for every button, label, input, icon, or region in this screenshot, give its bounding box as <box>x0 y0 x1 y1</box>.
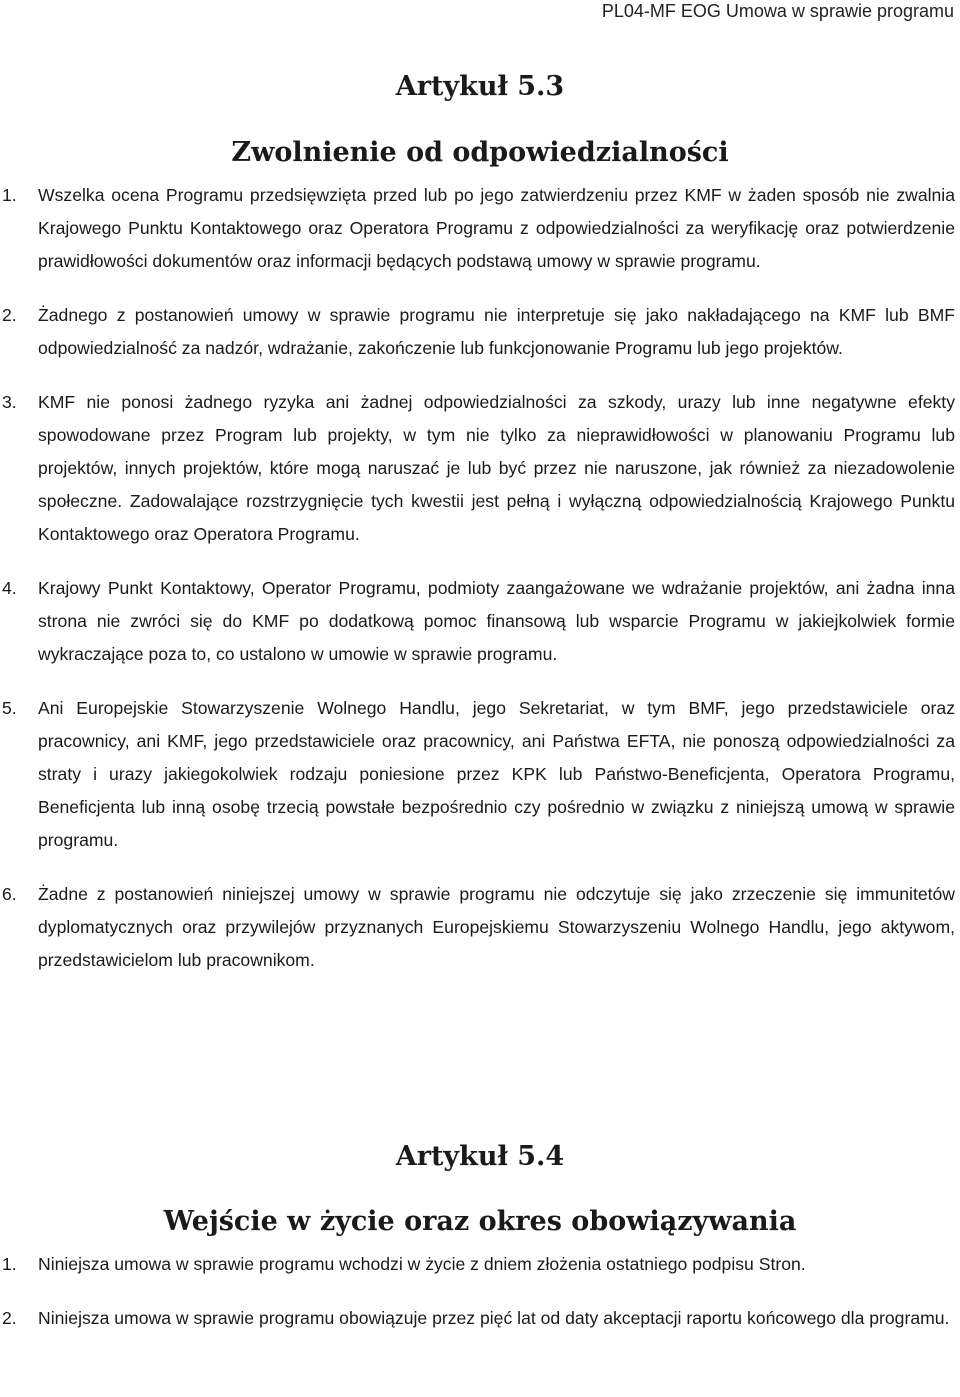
list-item-text: KMF nie ponosi żadnego ryzyka ani żadnej odpowiedzialności za szkody, urazy lub inne negatywne efekty spowodowane przez Program lub projekty, w tym nie tylko za nieprawidłowości w planowaniu Programu lub projektów, innych projektów, które mogą naruszać je lub być przez nie naruszone, jak również za niezadowolenie społeczne. Zadowalające rozstrzygnięcie tych kwestii jest pełną i wyłączną odpowiedzialnością Krajowego Punktu Kontaktowego oraz Operatora Programu. <box>38 392 955 544</box>
list-item-number: 1. <box>2 185 17 205</box>
list-item-number: 5. <box>2 698 17 718</box>
list-item-number: 4. <box>2 578 17 598</box>
list-item-text: Wszelka ocena Programu przedsięwzięta przed lub po jego zatwierdzeniu przez KMF w żaden sposób nie zwalnia Krajowego Punktu Kontaktowego oraz Operatora Programu z odpowiedzialności za weryfikację oraz potwierdzenie prawidłowości dokumentów oraz informacji będących podstawą umowy w sprawie programu. <box>38 185 955 271</box>
list-item-text: Krajowy Punkt Kontaktowy, Operator Programu, podmioty zaangażowane we wdrażanie projektów, ani żadna inna strona nie zwróci się do KMF po dodatkową pomoc finansową lub wsparcie Programu w jakiejkolwiek formie wykraczające poza to, co ustalono w umowie w sprawie programu. <box>38 578 955 664</box>
list-item-text: Żadnego z postanowień umowy w sprawie programu nie interpretuje się jako nakładającego na KMF lub BMF odpowiedzialność za nadzór, wdrażanie, zakończenie lub funkcjonowanie Programu lub jego projektów. <box>38 305 955 358</box>
list-item-number: 6. <box>2 884 17 904</box>
list-item-text: Żadne z postanowień niniejszej umowy w sprawie programu nie odczytuje się jako zrzeczenie się immunitetów dyplomatycznych oraz przywilejów przyznanych Europejskiemu Stowarzyszeniu Wolnego Handlu, jego aktywom, przedstawicielom lub pracownikom. <box>38 884 955 970</box>
list-item <box>0 878 960 977</box>
article-5-4-label: Artykuł 5.4 <box>395 1141 565 1172</box>
list-item <box>0 179 960 278</box>
list-item-text: Niniejsza umowa w sprawie programu obowiązuje przez pięć lat od daty akceptacji raportu końcowego dla programu. <box>38 1308 950 1328</box>
list-item-number: 2. <box>2 1308 17 1328</box>
document-header: PL04-MF EOG Umowa w sprawie programu <box>601 1 954 21</box>
article-5-3-label: Artykuł 5.3 <box>395 71 565 102</box>
list-item-number: 3. <box>2 392 17 412</box>
article-5-4-list <box>0 1248 960 1335</box>
list-item <box>0 1248 960 1281</box>
list-item <box>0 572 960 671</box>
list-item <box>0 386 960 551</box>
article-5-3-list <box>0 179 960 977</box>
article-5-3-title: Zwolnienie od odpowiedzialności <box>231 137 729 168</box>
list-item <box>0 1302 960 1335</box>
list-item-text: Niniejsza umowa w sprawie programu wchodzi w życie z dniem złożenia ostatniego podpisu Stron. <box>38 1254 806 1274</box>
list-item-number: 2. <box>2 305 17 325</box>
list-item <box>0 299 960 365</box>
list-item-text: Ani Europejskie Stowarzyszenie Wolnego Handlu, jego Sekretariat, w tym BMF, jego przedstawiciele oraz pracownicy, ani KMF, jego przedstawiciele oraz pracownicy, ani Państwa EFTA, nie ponoszą odpowiedzialności za straty i urazy jakiegokolwiek rodzaju poniesione przez KPK lub Państwo-Beneficjenta, Operatora Programu, Beneficjenta lub inną osobę trzecią powstałe bezpośrednio czy pośrednio w związku z niniejszą umową w sprawie programu. <box>38 698 955 850</box>
article-5-4-title: Wejście w życie oraz okres obowiązywania <box>163 1206 797 1237</box>
list-item-number: 1. <box>2 1254 17 1274</box>
list-item <box>0 692 960 857</box>
